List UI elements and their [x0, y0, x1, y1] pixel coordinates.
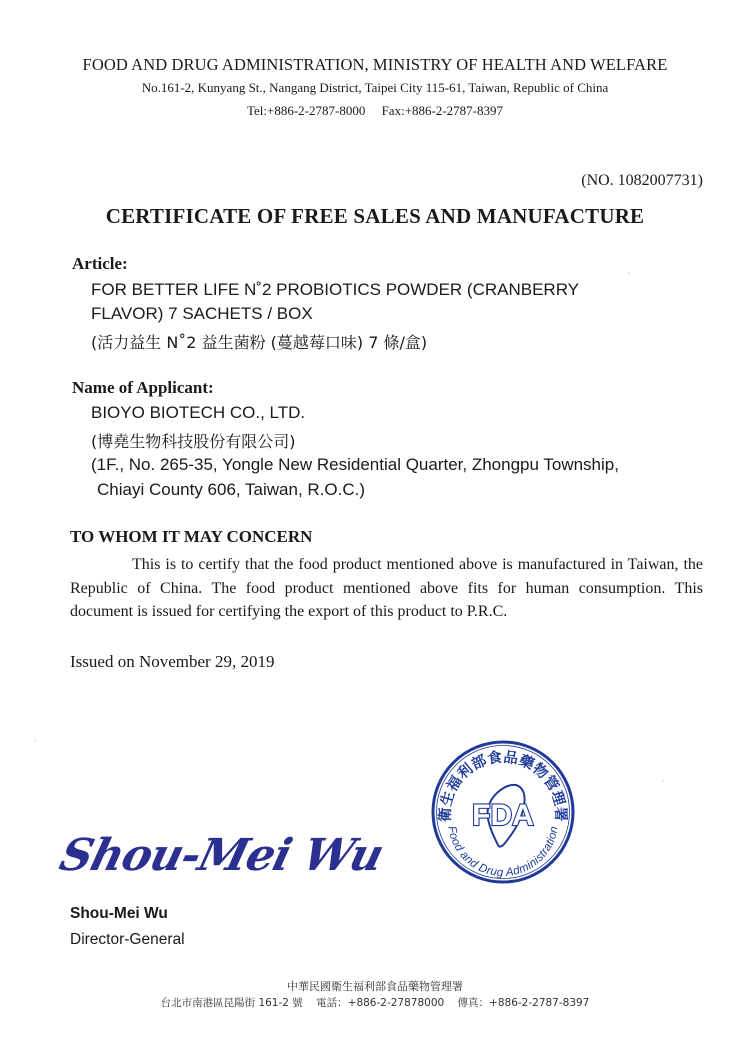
concern-body-text: This is to certify that the food product mentioned above is manufactured in Taiwan, the Republic of China. The food product mentioned above fits for human consumption. This document is issued for certifying the export of this product to P.R.C.	[70, 556, 703, 620]
seal-fda-logo: FDA	[472, 799, 534, 832]
certificate-title: CERTIFICATE OF FREE SALES AND MANUFACTURE	[105, 204, 645, 228]
signer-title: Director-General	[70, 931, 185, 948]
seal-chinese-text: 衛生福利部食品藥物管理署	[437, 749, 569, 822]
article-name-line2: FLAVOR) 7 SACHETS / BOX	[91, 304, 313, 323]
applicant-address-line1: (1F., No. 265-35, Yongle New Residential Quarter, Zhongpu Township,	[91, 455, 619, 474]
applicant-address-line2: Chiayi County 606, Taiwan, R.O.C.)	[97, 480, 366, 499]
issue-date: Issued on November 29, 2019	[70, 652, 275, 671]
agency-address: No.161-2, Kunyang St., Nangang District, Taipei City 115-61, Taiwan, Republic of China	[141, 80, 609, 95]
article-name-line1: FOR BETTER LIFE N˚2 PROBIOTICS POWDER (CRANBERRY	[91, 280, 580, 299]
svg-text:Food and Drug Administration	[445, 825, 561, 879]
paper-speck	[628, 272, 630, 274]
paper-speck	[662, 780, 664, 782]
applicant-name: BIOYO BIOTECH CO., LTD.	[91, 403, 306, 422]
applicant-name-chinese: (博堯生物科技股份有限公司)	[91, 432, 296, 451]
concern-body	[70, 553, 703, 624]
signature-script: Shou-Mei Wu	[54, 828, 389, 881]
fda-seal-stamp	[428, 737, 578, 887]
applicant-label: Name of Applicant:	[72, 378, 214, 397]
certificate-number: (NO. 1082007731)	[581, 172, 703, 189]
concern-heading: TO WHOM IT MAY CONCERN	[70, 527, 313, 546]
footer-address-chinese: 台北市南港區昆陽街 161-2 號 電話：+886-2-27878000 傳真：+886-2-2787-8397	[160, 997, 590, 1009]
seal-english-text: Food and Drug Administration	[445, 825, 561, 880]
article-label: Article:	[72, 254, 128, 273]
article-name-chinese: (活力益生 N˚2 益生菌粉 (蔓越莓口味) 7 條/盒)	[91, 333, 428, 352]
agency-contact: Tel:+886-2-2787-8000 Fax:+886-2-2787-8397	[246, 103, 504, 118]
signature-image	[54, 808, 389, 888]
agency-name: FOOD AND DRUG ADMINISTRATION, MINISTRY OF HEALTH AND WELFARE	[82, 55, 668, 74]
signer-name: Shou-Mei Wu	[70, 905, 168, 922]
footer-agency-chinese: 中華民國衛生福利部食品藥物管理署	[287, 980, 463, 993]
paper-speck	[34, 740, 36, 742]
